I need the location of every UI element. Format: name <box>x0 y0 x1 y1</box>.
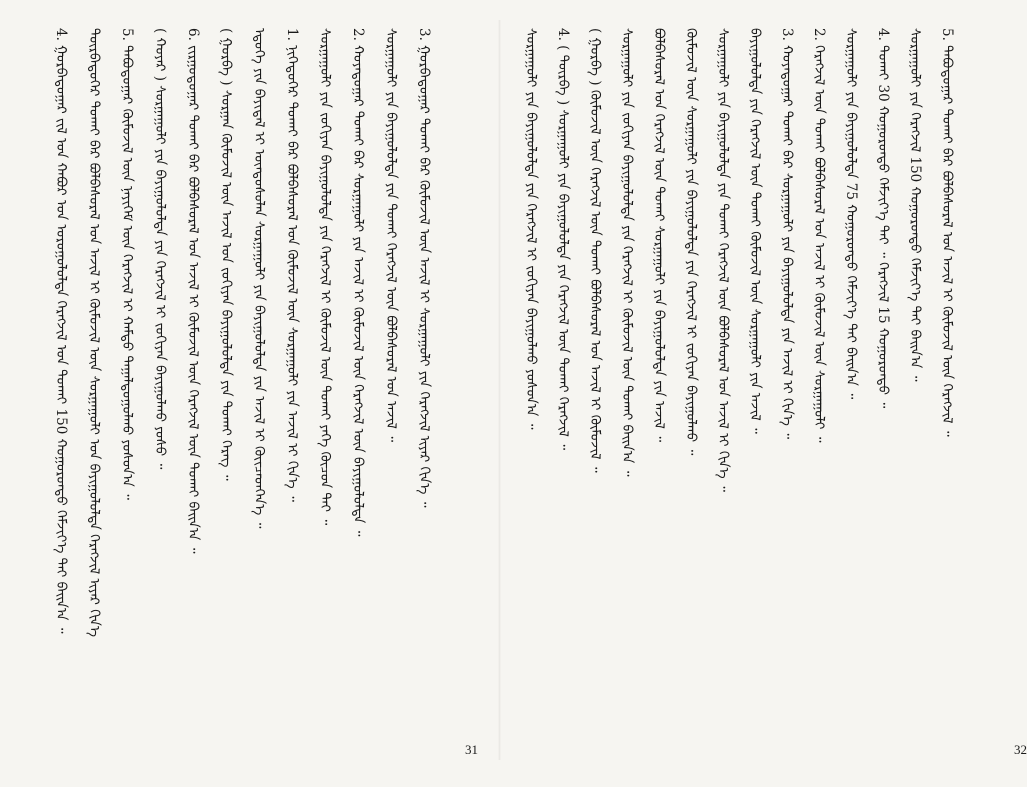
text-column: ( ᠭᠤᠷᠪᠠ ) ᠰᠤᠷᠭᠠᠨ ᠬᠦᠮᠦᠵᠢᠯ ᠦᠨ ᠠᠵᠢᠯ ᠤᠨ ᠵᠣᠬᠢᠶᠠᠨ ᠪᠠᠶᠢᠭᠤᠯᠤᠯᠳᠠ ᠶᠢᠨ ᠲᠤᠬᠠᠢ ᠭᠡᠷᠡᠭ ᠃ <box>218 28 234 481</box>
text-column: 6. ᠵᠢᠷᠭᠤᠳᠤᠭᠠᠷ ᠲᠤᠬᠠᠢ ᠪᠡᠷ ᠪᠣᠯᠪᠠᠰᠤᠷᠠᠯ ᠤᠨ ᠠᠵᠢᠯ ᠢ ᠬᠦᠮᠦᠵᠢᠯ ᠦᠨ ᠬᠡᠷᠡᠭᠵᠢᠯ ᠦᠨ ᠲᠤᠬᠠᠢ ᠪᠠᠢᠨ᠎ᠠ ᠃ <box>185 28 201 554</box>
left-page <box>0 0 500 787</box>
text-column: ᠰᠤᠷᠭᠠᠭᠤᠯᠢ ᠶᠢᠨ ᠵᠣᠬᠢᠶᠠᠨ ᠪᠠᠶᠢᠭᠤᠯᠤᠯᠳᠠ ᠶᠢᠨ ᠬᠡᠷᠡᠭᠵᠢᠯ ᠢ ᠬᠦᠮᠦᠵᠢᠯ ᠦᠨ ᠲᠤᠬᠠᠢ ᠶᠡᠬᠡ ᠬᠦᠴᠦᠨ ᠲᠠᠢ ᠃ <box>317 28 333 526</box>
text-column: ᠰᠤᠷᠭᠠᠭᠤᠯᠢ ᠶᠢᠨ ᠵᠣᠬᠢᠶᠠᠨ ᠪᠠᠶᠢᠭᠤᠯᠤᠯᠳᠠ ᠶᠢᠨ ᠬᠡᠷᠡᠭᠵᠢᠯ ᠢ ᠬᠦᠮᠦᠵᠢᠯ ᠦᠨ ᠲᠤᠬᠠᠢ ᠪᠠᠢᠨ᠎ᠠ ᠃ <box>619 28 635 477</box>
text-column: ᠰᠤᠷᠭᠠᠭᠤᠯᠢ ᠶᠢᠨ ᠪᠠᠶᠢᠭᠤᠯᠤᠯᠳᠠ ᠶᠢᠨ ᠬᠡᠷᠡᠭᠵᠢᠯ ᠢ ᠵᠣᠬᠢᠶᠠᠨ ᠪᠠᠶᠢᠭᠤᠯᠬᠤ ᠶᠣᠰᠣᠨ᠎ᠠ ᠃ <box>523 28 539 430</box>
text-column: ᠬᠦᠮᠦᠵᠢᠯ ᠦᠨ ᠰᠤᠷᠭᠠᠭᠤᠯᠢ ᠶᠢᠨ ᠪᠠᠶᠢᠭᠤᠯᠤᠯᠳᠠ ᠶᠢᠨ ᠬᠡᠷᠡᠭᠵᠢᠯ ᠢ ᠵᠣᠬᠢᠶᠠᠨ ᠪᠠᠶᠢᠭᠤᠯᠬᠤ ᠃ <box>683 28 699 456</box>
text-column: 1. ᠨᠢᠭᠡᠳᠦᠭᠡᠷ ᠲᠤᠬᠠᠢ ᠪᠡᠷ ᠪᠣᠯᠪᠠᠰᠤᠷᠠᠯ ᠤᠨ ᠬᠦᠮᠦᠵᠢᠯ ᠦᠨ ᠰᠤᠷᠭᠠᠭᠤᠯᠢ ᠶᠢᠨ ᠠᠵᠢᠯ ᠢ ᠬᠢᠨ᠎ᠡ ᠃ <box>284 28 300 502</box>
text-column: ( ᠬᠣᠶᠠᠷ ) ᠰᠤᠷᠭᠠᠭᠤᠯᠢ ᠶᠢᠨ ᠪᠠᠶᠢᠭᠤᠯᠤᠯᠳᠠ ᠶᠢᠨ ᠬᠡᠷᠡᠭᠵᠢᠯ ᠢ ᠵᠣᠬᠢᠶᠠᠨ ᠪᠠᠶᠢᠭᠤᠯᠬᠤ ᠶᠣᠰᠣ ᠃ <box>152 28 168 470</box>
text-column: ᠰᠤᠷᠭᠠᠭᠤᠯᠢ ᠶᠢᠨ ᠬᠡᠷᠡᠭᠵᠢᠯ 150 ᠬᠣᠭᠣᠷᠣᠨᠳᠣ ᠬᠡᠮᠵᠢᠶ᠎ᠡ ᠲᠠᠢ ᠪᠠᠢᠨ᠎ᠠ ᠃ <box>907 28 923 382</box>
text-column: 4. ( ᠳᠦᠷᠪᠡ ) ᠰᠤᠷᠭᠠᠭᠤᠯᠢ ᠶᠢᠨ ᠪᠠᠶᠢᠭᠤᠯᠤᠯᠳᠠ ᠶᠢᠨ ᠬᠡᠷᠡᠭᠵᠢᠯ ᠦᠨ ᠲᠤᠬᠠᠢ ᠬᠡᠷᠡᠭᠵᠢᠯ ᠃ <box>555 28 571 450</box>
text-column: 3. ᠬᠣᠶᠠᠳᠤᠭᠠᠷ ᠲᠤᠬᠠᠢ ᠪᠡᠷ ᠰᠤᠷᠭᠠᠭᠤᠯᠢ ᠶᠢᠨ ᠪᠠᠶᠢᠭᠤᠯᠤᠯᠳᠠ ᠶᠢᠨ ᠠᠵᠢᠯ ᠢ ᠬᠢᠨ᠎ᠡ ᠃ <box>779 28 795 440</box>
text-column: 4. ᠲᠤᠬᠠᠢ 30 ᠬᠣᠭᠣᠷᠣᠨᠳᠣ ᠬᠡᠮᠵᠢᠶ᠎ᠡ ᠲᠠᠢ ᠃ ᠬᠡᠷᠡᠭᠵᠢᠯ 15 ᠬᠣᠭᠣᠷᠣᠨᠳᠣ ᠃ <box>875 28 891 409</box>
text-column: ᠰᠤᠷᠭᠠᠭᠤᠯᠢ ᠶᠢᠨ ᠪᠠᠶᠢᠭᠤᠯᠤᠯᠳᠠ ᠶᠢᠨ ᠲᠤᠬᠠᠢ ᠬᠡᠷᠡᠭᠵᠢᠯ ᠦᠨ ᠪᠣᠯᠪᠠᠰᠤᠷᠠᠯ ᠤᠨ ᠠᠵᠢᠯ ᠃ <box>383 28 399 443</box>
page-number-left: 31 <box>465 742 478 757</box>
text-column: 2. ᠬᠡᠷᠡᠭᠵᠢᠯ ᠦᠨ ᠲᠤᠬᠠᠢ ᠪᠣᠯᠪᠠᠰᠤᠷᠠᠯ ᠤᠨ ᠠᠵᠢᠯ ᠢ ᠬᠦᠮᠦᠵᠢᠯ ᠦᠨ ᠰᠤᠷᠭᠠᠭᠤᠯᠢ ᠃ <box>811 28 827 443</box>
text-column: 5. ᠲᠠᠪᠤᠳᠤᠭᠠᠷ ᠲᠤᠬᠠᠢ ᠪᠡᠷ ᠪᠣᠯᠪᠠᠰᠤᠷᠠᠯ ᠤᠨ ᠠᠵᠢᠯ ᠢ ᠬᠦᠮᠦᠵᠢᠯ ᠦᠨ ᠬᠡᠷᠡᠭᠵᠢᠯ ᠃ <box>939 28 955 437</box>
right-page <box>500 0 1027 787</box>
text-column: ᠰᠤᠷᠭᠠᠭᠤᠯᠢ ᠶᠢᠨ ᠪᠠᠶᠢᠭᠤᠯᠤᠯᠳᠠ ᠶᠢᠨ ᠲᠤᠬᠠᠢ ᠬᠡᠷᠡᠭᠵᠢᠯ ᠦᠨ ᠪᠣᠯᠪᠠᠰᠤᠷᠠᠯ ᠤᠨ ᠠᠵᠢᠯ ᠢ ᠬᠢᠨ᠎ᠡ ᠃ <box>715 28 731 492</box>
text-column: ( ᠭᠤᠷᠪᠠ ) ᠬᠦᠮᠦᠵᠢᠯ ᠦᠨ ᠬᠡᠷᠡᠭᠵᠢᠯ ᠦᠨ ᠲᠤᠬᠠᠢ ᠪᠣᠯᠪᠠᠰᠤᠷᠠᠯ ᠤᠨ ᠠᠵᠢᠯ ᠢ ᠬᠦᠮᠦᠵᠢᠯ ᠃ <box>587 28 603 473</box>
text-column: 4. ᠭᠤᠷᠪᠠᠳᠤᠭᠠᠷ ᠵᠢᠯ ᠤᠨ ᠬᠠᠪᠤᠷ ᠤᠨ ᠤᠷᠤᠭᠤᠯᠤᠯᠳᠠ ᠬᠡᠷᠡᠭᠵᠢᠯ ᠤᠨ ᠲᠤᠬᠠᠢ 150 ᠬᠣᠭᠣᠷᠣᠨᠳᠣ ᠬᠡᠮᠵᠢᠶ᠎ᠡ ᠲᠠᠢ ᠪᠠᠢᠨ᠎ᠠ ᠃ <box>53 28 69 634</box>
text-column: 5. ᠲᠠᠪᠤᠳᠤᠭᠠᠷ ᠬᠦᠮᠦᠵᠢᠯ ᠦᠨ ᠨᠡᠶᠢᠭᠡᠮ ᠦᠨ ᠬᠡᠷᠡᠭᠵᠢᠯ ᠢ ᠬᠠᠮᠲᠤ ᠳᠠᠭᠠᠯᠳᠤᠭᠤᠯᠬᠤ ᠶᠣᠰᠣᠨ᠎ᠠ ᠃ <box>119 28 135 500</box>
text-column: ᠳᠦᠷᠪᠡᠳᠦᠭᠡᠷ ᠲᠤᠬᠠᠢ ᠪᠡᠷ ᠪᠣᠯᠪᠠᠰᠤᠷᠠᠯ ᠤᠨ ᠠᠵᠢᠯ ᠢ ᠬᠦᠮᠦᠵᠢᠯ ᠦᠨ ᠰᠤᠷᠭᠠᠭᠤᠯᠢ ᠤᠨ ᠪᠠᠶᠢᠭᠤᠯᠤᠯᠳᠠ ᠬᠡᠷᠡᠭᠵᠢᠯ ᠢᠶᠡᠷ ᠬᠢᠨ᠎ᠡ <box>86 28 102 638</box>
text-column: ᠪᠠᠶᠢᠭᠤᠯᠤᠯᠳᠠ ᠶᠢᠨ ᠬᠡᠷᠡᠭᠵᠢᠯ ᠦᠨ ᠲᠤᠬᠠᠢ ᠬᠦᠮᠦᠵᠢᠯ ᠦᠨ ᠰᠤᠷᠭᠠᠭᠤᠯᠢ ᠶᠢᠨ ᠠᠵᠢᠯ ᠃ <box>747 28 763 434</box>
text-column: ᠰᠤᠷᠭᠠᠭᠤᠯᠢ ᠶᠢᠨ ᠪᠠᠶᠢᠭᠤᠯᠤᠯᠳᠠ 75 ᠬᠣᠭᠣᠷᠣᠨᠳᠣ ᠬᠡᠮᠵᠢᠶ᠎ᠡ ᠲᠠᠢ ᠪᠠᠢᠨ᠎ᠠ ᠃ <box>843 28 859 400</box>
page-number-right: 32 <box>1014 742 1027 757</box>
text-column: 2. ᠬᠣᠶᠠᠳᠤᠭᠠᠷ ᠲᠤᠬᠠᠢ ᠪᠡᠷ ᠰᠤᠷᠭᠠᠭᠤᠯᠢ ᠶᠢᠨ ᠠᠵᠢᠯ ᠢ ᠬᠦᠮᠦᠵᠢᠯ ᠦᠨ ᠬᠡᠷᠡᠭᠵᠢᠯ ᠦᠨ ᠪᠠᠶᠢᠭᠤᠯᠤᠯᠳᠠ ᠃ <box>350 28 366 537</box>
text-column: 3. ᠭᠤᠷᠪᠠᠳᠤᠭᠠᠷ ᠲᠤᠬᠠᠢ ᠪᠡᠷ ᠬᠦᠮᠦᠵᠢᠯ ᠦᠨ ᠠᠵᠢᠯ ᠢ ᠰᠤᠷᠭᠠᠭᠤᠯᠢ ᠶᠢᠨ ᠬᠡᠷᠡᠭᠵᠢᠯ ᠢᠶᠡᠷ ᠬᠢᠨ᠎ᠡ ᠃ <box>416 28 432 508</box>
text-column: ᠪᠣᠯᠪᠠᠰᠤᠷᠠᠯ ᠤᠨ ᠬᠡᠷᠡᠭᠵᠢᠯ ᠦᠨ ᠲᠤᠬᠠᠢ ᠰᠤᠷᠭᠠᠭᠤᠯᠢ ᠶᠢᠨ ᠪᠠᠶᠢᠭᠤᠯᠤᠯᠳᠠ ᠶᠢᠨ ᠠᠵᠢᠯ ᠃ <box>651 28 667 443</box>
text-column: ᠡᠳᠦᠭᠡ ᠶᠢᠨ ᠪᠠᠶᠢᠳᠠᠯ ᠢ ᠦᠨᠳᠦᠰᠦᠯᠡᠨ ᠰᠤᠷᠭᠠᠭᠤᠯᠢ ᠶᠢᠨ ᠪᠠᠶᠢᠭᠤᠯᠤᠯᠳᠠ ᠶᠢᠨ ᠠᠵᠢᠯ ᠢ ᠭᠦᠢᠴᠡᠳᠭᠡᠨ᠎ᠡ ᠃ <box>251 28 267 529</box>
